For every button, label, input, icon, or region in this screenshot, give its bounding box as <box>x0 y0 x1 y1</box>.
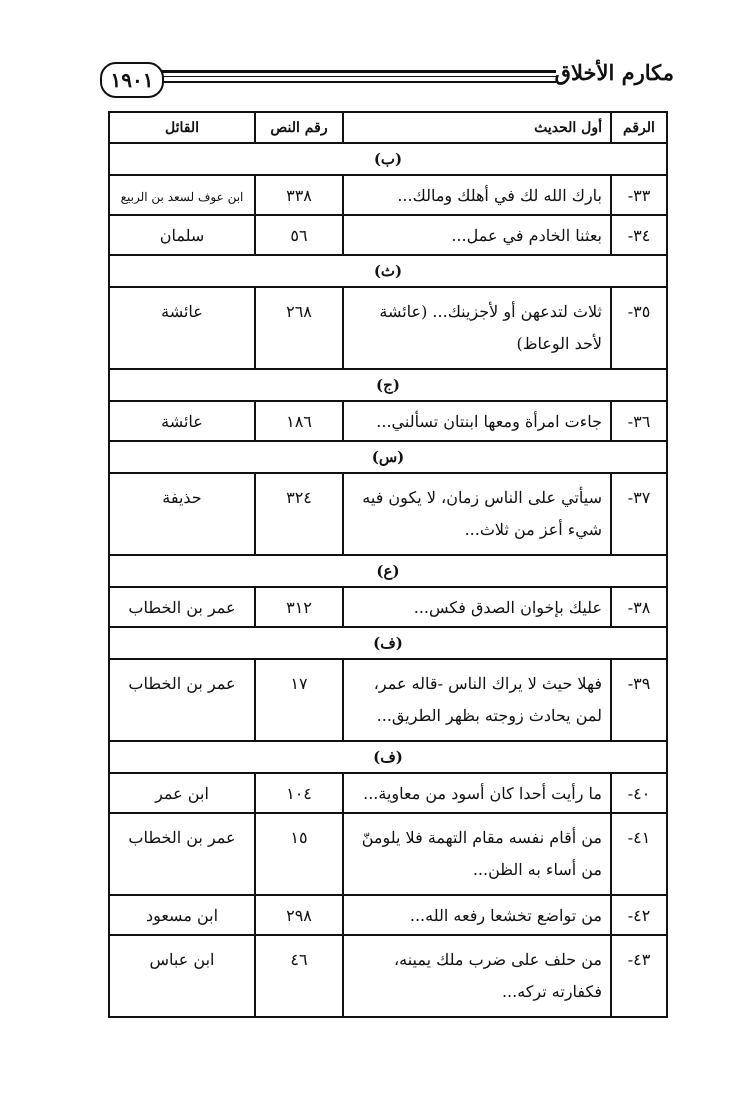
header-rule <box>160 70 556 73</box>
text-number: ١٨٦ <box>255 401 343 441</box>
hadith-first-words: من حلف على ضرب ملك يمينه، فكفارته تركه... <box>343 935 611 1017</box>
entry-number: ٣٣- <box>611 175 667 215</box>
section-letter: (ع) <box>109 555 667 587</box>
section-letter: (س) <box>109 441 667 473</box>
hadith-first-words: من تواضع تخشعا رفعه الله... <box>343 895 611 935</box>
header-rule <box>160 81 556 83</box>
table-row <box>109 895 667 935</box>
page-header <box>98 58 678 98</box>
table-row <box>109 215 667 255</box>
column-header-sayer: القائل <box>109 112 255 143</box>
section-letter-row <box>109 255 667 287</box>
header-rule <box>160 76 556 77</box>
column-header-first-words: أول الحديث <box>343 112 611 143</box>
text-number: ٥٦ <box>255 215 343 255</box>
section-letter-row <box>109 369 667 401</box>
text-number: ١٥ <box>255 813 343 895</box>
entry-number: ٣٩- <box>611 659 667 741</box>
table-row <box>109 659 667 741</box>
hadith-first-words: من أقام نفسه مقام التهمة فلا يلومنّ من أساء به الظن... <box>343 813 611 895</box>
column-header-text-number: رقم النص <box>255 112 343 143</box>
section-letter-row <box>109 627 667 659</box>
section-letter-row <box>109 441 667 473</box>
hadith-first-words: عليك بإخوان الصدق فكس... <box>343 587 611 627</box>
sayer: عمر بن الخطاب <box>109 587 255 627</box>
hadith-first-words: فهلا حيث لا يراك الناس -قاله عمر، لمن يحادث زوجته بظهر الطريق... <box>343 659 611 741</box>
section-letter: (ث) <box>109 255 667 287</box>
entry-number: ٣٨- <box>611 587 667 627</box>
text-number: ٣٢٤ <box>255 473 343 555</box>
column-header-number: الرقم <box>611 112 667 143</box>
hadith-first-words: ما رأيت أحدا كان أسود من معاوية... <box>343 773 611 813</box>
sayer: عمر بن الخطاب <box>109 659 255 741</box>
sayer: ابن مسعود <box>109 895 255 935</box>
sayer-text: ابن عوف لسعد بن الربيع <box>120 189 244 204</box>
table-row <box>109 473 667 555</box>
table-row <box>109 401 667 441</box>
table-row <box>109 813 667 895</box>
table-row <box>109 287 667 369</box>
hadith-first-words: بعثنا الخادم في عمل... <box>343 215 611 255</box>
entry-number: ٤٠- <box>611 773 667 813</box>
section-letter: (ب) <box>109 143 667 175</box>
section-letter: (ف) <box>109 627 667 659</box>
text-number: ٢٦٨ <box>255 287 343 369</box>
table-row <box>109 587 667 627</box>
text-number: ٤٦ <box>255 935 343 1017</box>
table-row <box>109 175 667 215</box>
sayer: عائشة <box>109 401 255 441</box>
sayer: ابن عمر <box>109 773 255 813</box>
text-number: ٣١٢ <box>255 587 343 627</box>
entry-number: ٤٢- <box>611 895 667 935</box>
book-title: مكارم الأخلاق <box>554 60 674 85</box>
hadith-first-words: بارك الله لك في أهلك ومالك... <box>343 175 611 215</box>
entry-number: ٤١- <box>611 813 667 895</box>
text-number: ١٠٤ <box>255 773 343 813</box>
hadith-index-table <box>108 111 668 1018</box>
sayer: حذيفة <box>109 473 255 555</box>
entry-number: ٣٧- <box>611 473 667 555</box>
sayer: ابن عباس <box>109 935 255 1017</box>
section-letter: (ف) <box>109 741 667 773</box>
page-number: ١٩٠١ <box>100 62 164 98</box>
text-number: ٢٩٨ <box>255 895 343 935</box>
hadith-first-words: جاءت امرأة ومعها ابنتان تسألني... <box>343 401 611 441</box>
table-row <box>109 773 667 813</box>
entry-number: ٤٣- <box>611 935 667 1017</box>
table-header-row <box>109 112 667 143</box>
hadith-first-words: ثلاث لتدعهن أو لأجزينك... (عائشة لأحد الوعاظ) <box>343 287 611 369</box>
hadith-first-words: سيأتي على الناس زمان، لا يكون فيه شيء أعز من ثلاث... <box>343 473 611 555</box>
sayer <box>109 175 255 215</box>
section-letter: (ج) <box>109 369 667 401</box>
sayer: عائشة <box>109 287 255 369</box>
section-letter-row <box>109 143 667 175</box>
sayer: سلمان <box>109 215 255 255</box>
entry-number: ٣٥- <box>611 287 667 369</box>
text-number: ٣٣٨ <box>255 175 343 215</box>
entry-number: ٣٦- <box>611 401 667 441</box>
section-letter-row <box>109 555 667 587</box>
table-row <box>109 935 667 1017</box>
entry-number: ٣٤- <box>611 215 667 255</box>
sayer: عمر بن الخطاب <box>109 813 255 895</box>
section-letter-row <box>109 741 667 773</box>
text-number: ١٧ <box>255 659 343 741</box>
table-body <box>109 143 667 1017</box>
